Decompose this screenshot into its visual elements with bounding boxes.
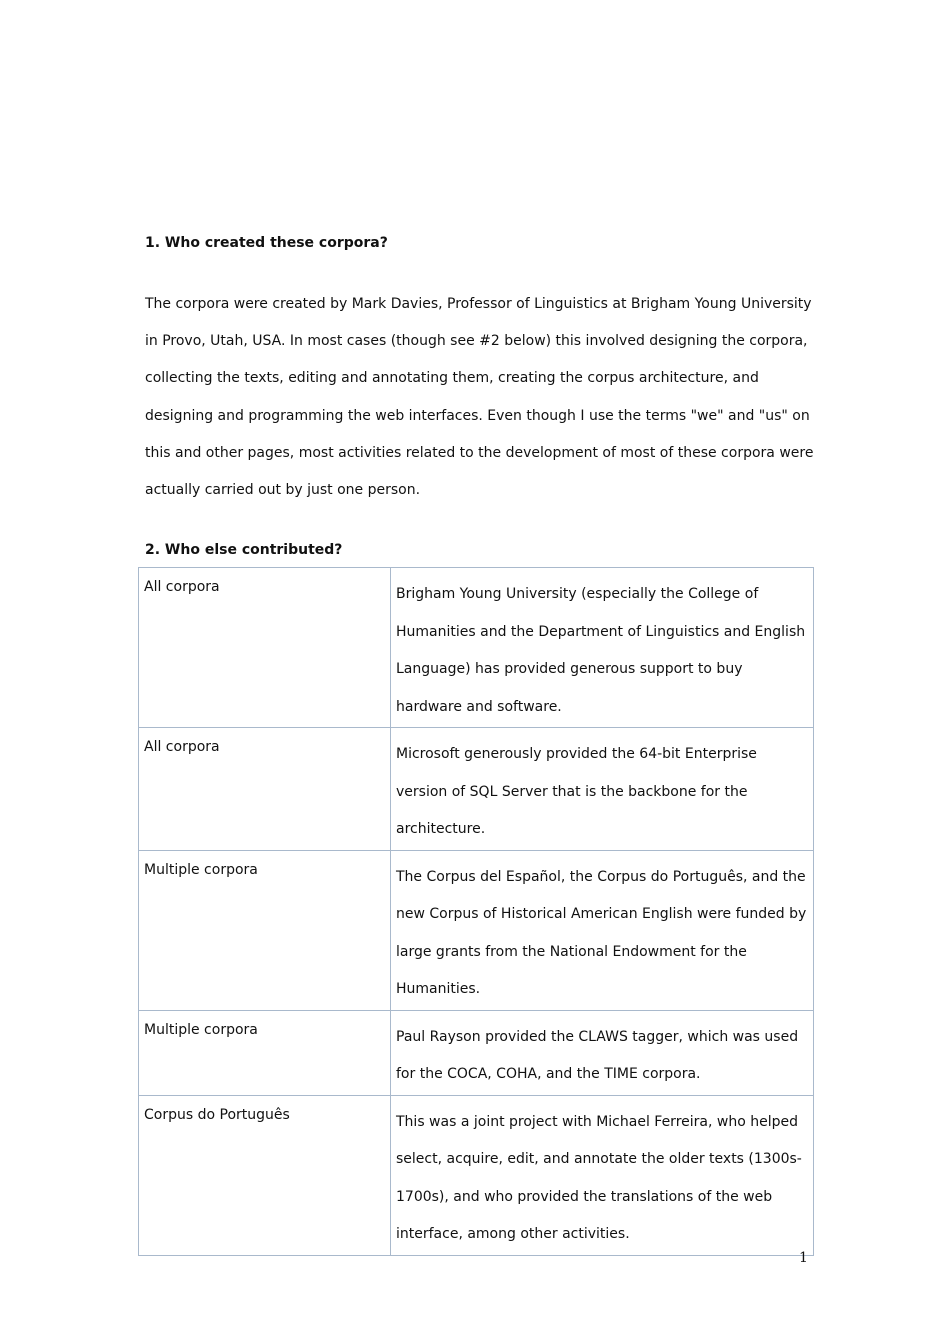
row-description: Microsoft generously provided the 64-bit Enterprise version of SQL Server that is the backbone for the architecture. — [391, 728, 814, 851]
table-row — [139, 568, 814, 728]
row-label: Multiple corpora — [139, 850, 391, 1010]
row-description: Paul Rayson provided the CLAWS tagger, which was used for the COCA, COHA, and the TIME corpora. — [391, 1010, 814, 1095]
table-row — [139, 1095, 814, 1255]
row-label: Multiple corpora — [139, 1010, 391, 1095]
row-label: All corpora — [139, 568, 391, 728]
row-description: Brigham Young University (especially the College of Humanities and the Department of Linguistics and English Language) has provided generous support to buy hardware and software. — [391, 568, 814, 728]
table-row — [139, 850, 814, 1010]
table-row — [139, 1010, 814, 1095]
section-2-heading: 2. Who else contributed? — [145, 542, 343, 558]
page-number: 1 — [799, 1250, 808, 1266]
table-row — [139, 728, 814, 851]
section-1-paragraph: The corpora were created by Mark Davies, Professor of Linguistics at Brigham Young University in Provo, Utah, USA. In most cases (though see #2 below) this involved designing the corpora, collecting the texts, editing and annotating them, creating the corpus architecture, and designing and programming the web interfaces. Even though I use the terms "we" and "us" on this and other pages, most activities related to the development of most of these corpora were actually carried out by just one person. — [145, 296, 814, 499]
contributors-table — [138, 567, 814, 1256]
row-label: Corpus do Português — [139, 1095, 391, 1255]
row-label: All corpora — [139, 728, 391, 851]
row-description: This was a joint project with Michael Ferreira, who helped select, acquire, edit, and annotate the older texts (1300s-1700s), and who provided the translations of the web interface, among other activities. — [391, 1095, 814, 1255]
section-1-heading: 1. Who created these corpora? — [145, 235, 388, 251]
row-description: The Corpus del Español, the Corpus do Português, and the new Corpus of Historical American English were funded by large grants from the National Endowment for the Humanities. — [391, 850, 814, 1010]
